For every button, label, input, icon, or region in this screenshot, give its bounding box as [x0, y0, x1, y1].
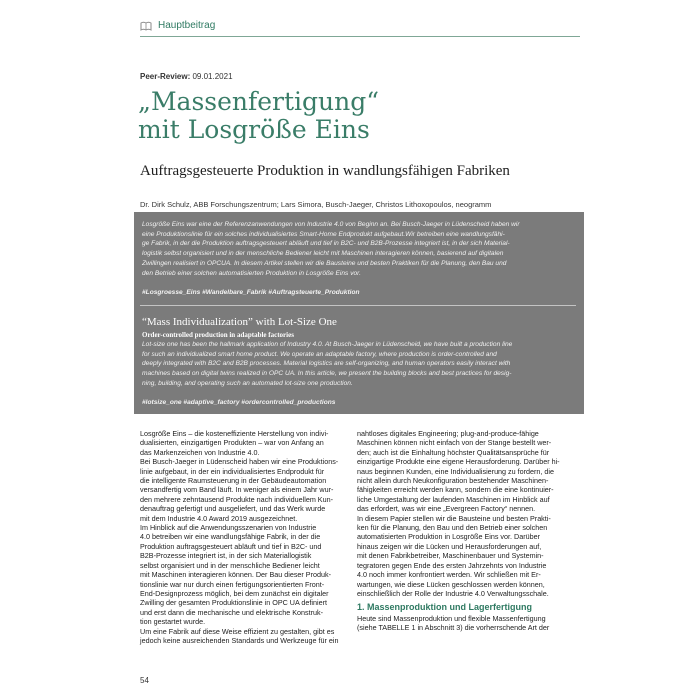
body-line: wartungen, wie diese Lücken geschlossen werden können, — [357, 579, 545, 589]
abstract-line: Zwillingen realisiert in OPCUA. In diesem Artikel stellen wir die Bausteine und besten Praktiken für die Planung, den Bau und — [142, 259, 507, 267]
body-line: und erst dann die mechanische und elektrische Konstruk- — [140, 607, 323, 617]
body-line: versandfertig vom Band läuft. In weniger als einem Jahr wur- — [140, 485, 334, 495]
abstract-line: deeply integrated with B2C and B2B processes. Material logistics are self-organizing, and human operators easily interact with — [142, 360, 511, 368]
body-line: tegratoren gegen Ende des ersten Jahrzehnts von Industrie — [357, 560, 547, 570]
title-line-1: „Massenfertigung“ — [138, 87, 380, 116]
abstract-german — [142, 220, 572, 278]
body-line: hinaus zeigen wir die Lücken und Herausforderungen auf, — [357, 541, 542, 551]
book-icon — [140, 21, 152, 31]
abstract-line: for such an individualized smart home product. We operate an adaptable factory, where production is order-controlled and — [142, 350, 497, 358]
body-line: In diesem Papier stellen wir die Bausteine und besten Prakti- — [357, 513, 551, 523]
abstract-line: ge Fabrik, in der die Produktion auftragsgesteuert abläuft und tief in B2C- und B2B-Prozesse integriert ist, in der sich Material- — [142, 240, 510, 248]
body-line: Um eine Fabrik auf diese Weise effizient zu gestalten, gibt es — [140, 626, 335, 636]
body-line: B2B-Prozesse integriert ist, in der sich Materiallogistik — [140, 551, 312, 561]
body-column-right — [357, 429, 575, 598]
body-line: automatisierten Produktion in Losgröße Eins vor. Darüber — [357, 532, 540, 542]
abstract-line: eine Produktionslinie für ein solches individualisiertes Smart-Home Endprodukt aufgebaut.Wir betreiben eine wandlungsfähi- — [142, 230, 505, 238]
body-line: einschließlich der Rolle der Industrie 4.0 Verwaltungsschale. — [357, 588, 549, 598]
section-header — [140, 20, 215, 31]
abstract-line: Lot-size one has been the hallmark application of Industry 4.0. At Busch-Jaeger in Lüdenscheid, we have built a production line — [142, 341, 513, 348]
abstract-box — [134, 212, 584, 414]
body-line: selbst organisiert und in der menschliche Bediener leicht — [140, 560, 320, 570]
section-body — [357, 614, 575, 633]
body-line: Losgröße Eins – die kosteneffiziente Herstellung von indivi- — [140, 429, 329, 438]
body-line: tionslinie war nur durch einen fertigungsorientierten Front- — [140, 579, 325, 589]
body-line: den; auch ist die Einhaltung höchster Qualitätsansprüche für — [357, 447, 550, 457]
body-line: mit dem Industrie 4.0 Award 2019 ausgezeichnet. — [140, 513, 298, 523]
body-line: Zwilling der gesamten Produktionslinie in OPC UA definiert — [140, 598, 327, 608]
abstract-divider — [140, 305, 576, 306]
title-line-2: mit Losgröße Eins — [138, 115, 370, 144]
abstract-line: den Betrieb einer solchen automatisierten Produktion in Losgröße Eins vor. — [142, 269, 361, 277]
section-heading: 1. Massenproduktion und Lagerfertigung — [357, 602, 533, 612]
article-subtitle: Auftragsgesteuerte Produktion in wandlungsfähigen Fabriken — [140, 163, 510, 179]
body-line: 4.0 betreiben wir eine wandlungsfähige Fabrik, in der die — [140, 532, 321, 542]
body-line: den mehrere zehntausend Produkte nach individuellem Kun- — [140, 494, 333, 504]
body-line: tion gestartet wurde. — [140, 617, 206, 627]
body-line: nahtloses digitales Engineering; plug-and-produce-fähige — [357, 429, 539, 438]
body-line: die intelligente Raumsteuerung in der Gebäudeautomation — [140, 476, 327, 486]
body-line: nicht allein durch Neukonfiguration bestehender Maschinen- — [357, 476, 549, 486]
abstract-line: Losgröße Eins war eine der Referenzanwendungen von Industrie 4.0 von Beginn an. Bei Busch-Jaeger in Lüdenscheid haben wir — [142, 221, 520, 228]
article-title — [138, 88, 379, 144]
abstract-line: machines based on digital twins realized in OPC UA. In this article, we present the building blocks and best practices for desig- — [142, 370, 512, 378]
body-line: Im Hinblick auf die Anwendungsszenarien von Industrie — [140, 523, 317, 533]
body-line: das erfordert, was wir eine „Evergreen Factory“ nennen. — [357, 504, 536, 514]
abstract-english — [142, 340, 572, 389]
body-line: dualisierten, einzigartigen Produkten – war von Anfang an — [140, 438, 324, 448]
body-line: Maschinen können nicht einfach von der Stange bestellt wer- — [357, 438, 552, 448]
hashtags-german: #Losgroesse_Eins #Wandelbare_Fabrik #Auftragsteuerte_Produktion — [142, 289, 360, 296]
body-line: 4.0 noch immer konfrontiert werden. Wir schließen mit Er- — [357, 570, 541, 580]
hashtags-english: #lotsize_one #adaptive_factory #ordercontrolled_productions — [142, 399, 336, 406]
section-label: Hauptbeitrag — [158, 20, 216, 31]
body-line: naus beginnen Kunden, eine Individualisierung zu fordern, die — [357, 466, 554, 476]
abstract-line: ning, building, and operating such an automated lot-size one production. — [142, 379, 353, 387]
header-divider — [140, 36, 580, 37]
peer-review-date: 09.01.2021 — [192, 72, 233, 81]
body-line: denauftrag gefertigt und ausgeliefert, und das Werk wurde — [140, 504, 326, 514]
peer-review-label: Peer-Review: — [140, 72, 191, 81]
body-line: ken für die Planung, den Bau und den Betrieb einer solchen — [357, 523, 548, 533]
body-line: Produktion auftragsgesteuert abläuft und tief in B2C- und — [140, 541, 322, 551]
body-line: Heute sind Massenproduktion und flexible Massenfertigung — [357, 614, 546, 623]
english-subtitle: Order-controlled production in adaptable factories — [142, 331, 294, 339]
peer-review-line — [140, 72, 233, 81]
body-line: einzigartige Produkte eine eigene Herausforderung. Darüber hi- — [357, 457, 560, 467]
body-line: linie aufgebaut, in der ein individualisiertes Endprodukt für — [140, 466, 325, 476]
authors: Dr. Dirk Schulz, ABB Forschungszentrum; Lars Simora, Busch-Jaeger, Christos Lithoxopoulos, neogramm — [140, 200, 492, 209]
english-title: “Mass Individualization” with Lot-Size One — [142, 316, 337, 328]
body-line: Bei Busch-Jaeger in Lüdenscheid haben wir eine Produktions- — [140, 457, 339, 467]
body-line: das Markenzeichen von Industrie 4.0. — [140, 447, 260, 457]
body-line: liche Umgestaltung der laufenden Maschinen im Hinblick auf — [357, 494, 550, 504]
body-line: mit denen Fabrikbetreiber, Maschinenbauer und Systemin- — [357, 551, 544, 561]
body-line: mit Maschinen interagieren können. Der Bau dieser Produk- — [140, 570, 331, 580]
body-line: End-Designprozess möglich, bei dem zunächst ein digitaler — [140, 588, 329, 598]
abstract-line: logistik selbst organisiert und in der menschliche Bediener leicht mit Maschinen interagieren können, basierend auf digitalen — [142, 250, 504, 258]
body-line: fähigkeiten erreicht werden kann, sondern die eine kontinuier- — [357, 485, 554, 495]
page-number: 54 — [140, 676, 149, 685]
body-line: (siehe TABELLE 1 in Abschnitt 3) die vorherrschende Art der — [357, 623, 550, 633]
body-line: jedoch keine ausreichenden Standards und Werkzeuge für ein — [140, 635, 339, 645]
body-column-left — [140, 429, 358, 645]
